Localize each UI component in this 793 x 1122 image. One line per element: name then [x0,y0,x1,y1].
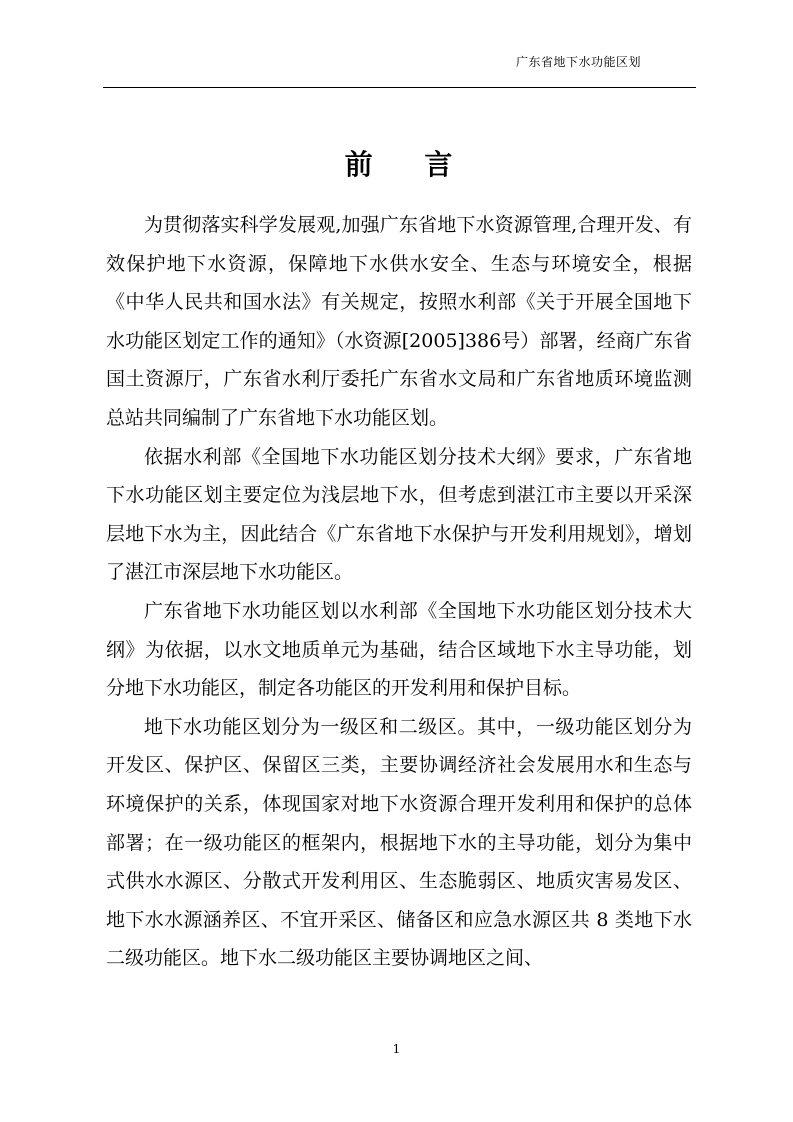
running-header: 广东省地下水功能区划 [515,55,641,69]
body-text [106,206,692,978]
header-rule [103,87,696,88]
page-number: 1 [392,1042,401,1056]
paragraph: 为贯彻落实科学发展观,加强广东省地下水资源管理,合理开发、有效保护地下水资源，保障地下水供水安全、生态与环境安全，根据《中华人民共和国水法》有关规定，按照水利部《关于开展全国地下水功能区划定工作的通知》（水资源[2005]386号）部署，经商广东省国土资源厅，广东省水利厅委托广东省水文局和广东省地质环境监测总站共同编制了广东省地下水功能区划。 [106,214,692,429]
paragraph: 广东省地下水功能区划以水利部《全国地下水功能区划分技术大纲》为依据，以水文地质单元为基础，结合区域地下水主导功能，划分地下水功能区，制定各功能区的开发利用和保护目标。 [106,599,692,700]
page-title: 前 言 [344,148,455,181]
paragraph: 地下水功能区划分为一级区和二级区。其中，一级功能区划分为开发区、保护区、保留区三类，主要协调经济社会发展用水和生态与环境保护的关系，体现国家对地下水资源合理开发利用和保护的总体部署；在一级功能区的框架内，根据地下水的主导功能，划分为集中式供水水源区、分散式开发利用区、生态脆弱区、地质灾害易发区、地下水水源涵养区、不宜开采区、储备区和应急水源区共 8 类地下水二级功能区。地下水二级功能区主要协调地区之间、 [106,715,692,970]
paragraph: 依据水利部《全国地下水功能区划分技术大纲》要求，广东省地下水功能区划主要定位为浅层地下水，但考虑到湛江市主要以开采深层地下水为主，因此结合《广东省地下水保护与开发利用规划》，增划了湛江市深层地下水功能区。 [106,445,692,584]
